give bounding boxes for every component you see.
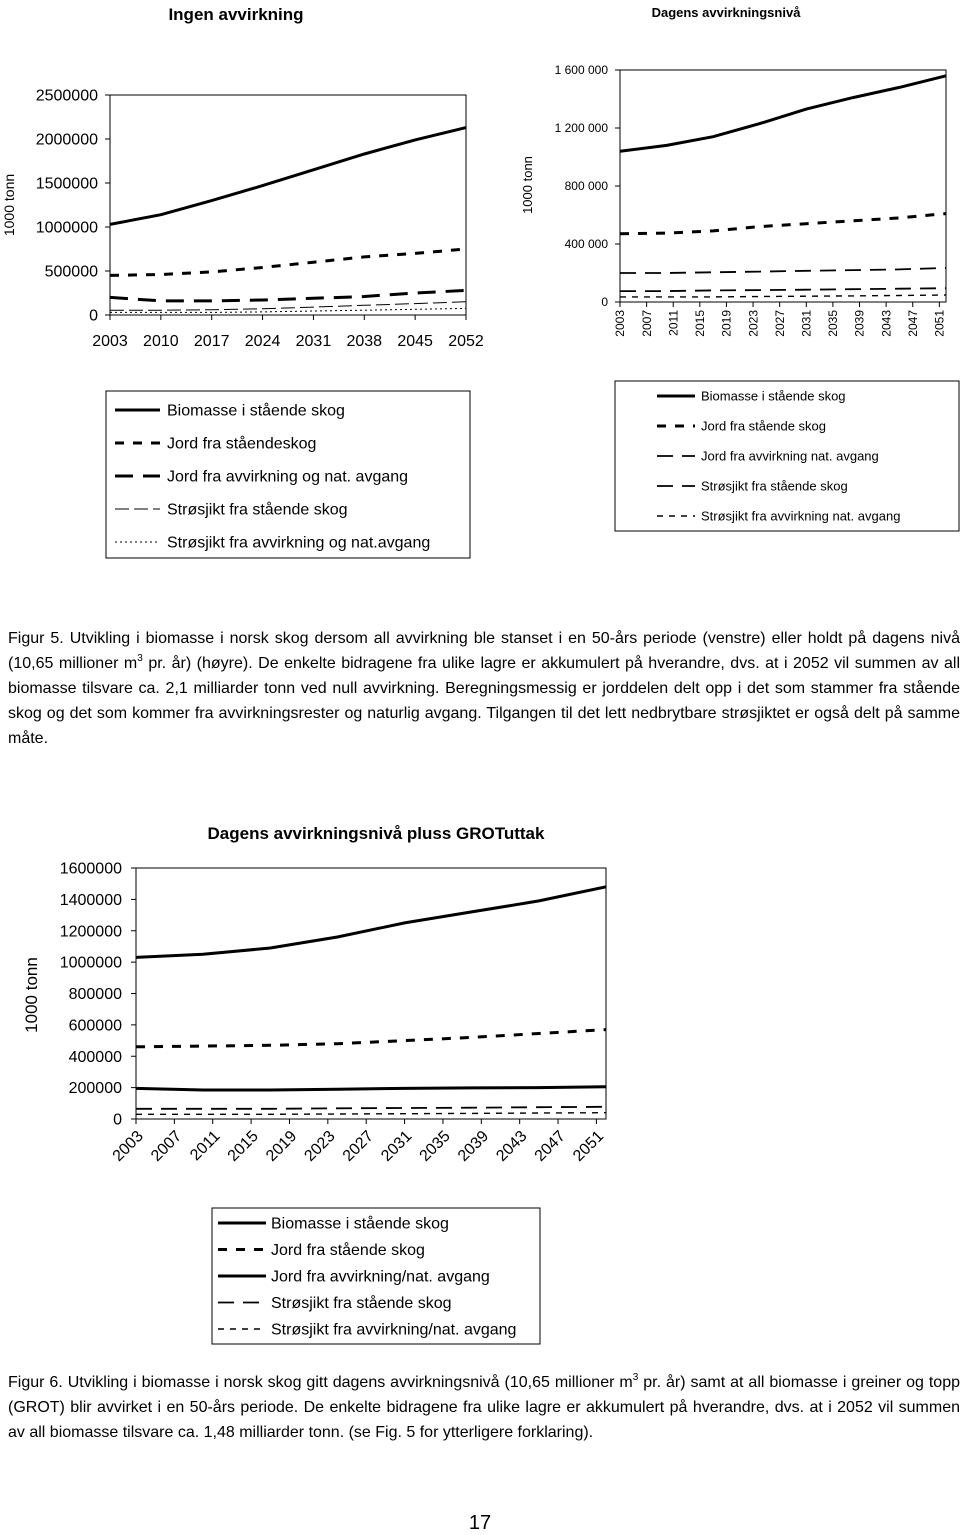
x-tick-label: 2045	[397, 333, 433, 350]
y-tick-label: 1400000	[59, 891, 122, 909]
y-axis-label: 1000 tonn	[22, 957, 41, 1033]
series-line-4	[110, 302, 466, 310]
y-tick-label: 1000000	[59, 954, 122, 972]
x-tick-label: 2043	[493, 1127, 531, 1165]
legend-entry: Jord fra ståendeskog	[167, 435, 317, 453]
caption-superscript: 3	[632, 1371, 639, 1383]
y-tick-label: 1600000	[59, 860, 122, 878]
legend-entry: Jord fra avvirkning nat. avgang	[701, 448, 879, 464]
y-tick-label: 1 600 000	[554, 63, 608, 78]
x-tick-label: 2047	[905, 310, 920, 337]
x-tick-label: 2003	[92, 333, 128, 350]
y-tick-label: 200000	[68, 1080, 122, 1098]
y-axis-label: 1000 tonn	[520, 156, 535, 214]
x-tick-label: 2023	[301, 1127, 339, 1165]
legend-entry: Biomasse i stående skog	[167, 402, 345, 420]
legend-entry: Jord fra stående skog	[701, 418, 827, 434]
y-tick-label: 600000	[68, 1017, 122, 1035]
x-tick-label: 2051	[570, 1127, 608, 1165]
x-tick-label: 2035	[826, 310, 841, 337]
series-line-5	[620, 295, 946, 297]
x-tick-label: 2019	[263, 1127, 301, 1165]
legend-bottom	[212, 1208, 540, 1344]
y-tick-label: 2500000	[35, 87, 98, 105]
series-line-5	[136, 1113, 606, 1115]
y-tick-label: 500000	[44, 263, 98, 281]
legend-entry: Jord fra stående skog	[271, 1242, 425, 1260]
series-line-1	[110, 128, 466, 225]
x-tick-label: 2007	[639, 310, 654, 337]
x-tick-label: 2052	[448, 333, 484, 350]
x-tick-label: 2015	[224, 1127, 262, 1165]
x-tick-label: 2003	[613, 310, 628, 337]
caption-text: Figur 6. Utvikling i biomasse i norsk skog gitt dagens avvirkningsnivå (10,65 millioner m	[8, 1374, 633, 1391]
series-line-4	[136, 1107, 606, 1109]
y-axis-label: 1000 tonn	[1, 173, 17, 237]
chart-title: Dagens avvirkningsnivå	[651, 5, 801, 20]
y-tick-label: 0	[89, 307, 98, 325]
chart-ingen-avvirkning	[1, 5, 484, 350]
series-line-4	[620, 288, 946, 291]
figure-6-caption	[8, 1370, 960, 1445]
legend-entry: Jord fra avvirkning og nat. avgang	[167, 468, 409, 486]
legend-entry: Strøsjikt fra avvirkning/nat. avgang	[271, 1321, 517, 1339]
chart-title: Ingen avvirkning	[168, 5, 304, 24]
figure-5-caption	[8, 626, 960, 751]
x-tick-label: 2035	[416, 1127, 454, 1165]
legend-entry: Biomasse i stående skog	[701, 388, 846, 404]
x-tick-label: 2043	[879, 310, 894, 337]
x-tick-label: 2031	[295, 333, 332, 350]
legend-entry: Strøsjikt fra stående skog	[271, 1295, 452, 1313]
legend-entry: Strøsjikt fra avvirkning og nat.avgang	[167, 534, 431, 552]
x-tick-label: 2003	[109, 1127, 147, 1165]
x-tick-label: 2027	[772, 310, 787, 337]
legend-entry: Jord fra avvirkning/nat. avgang	[271, 1268, 490, 1286]
x-tick-label: 2024	[244, 333, 281, 350]
legend-left	[106, 391, 470, 558]
y-tick-label: 0	[601, 295, 608, 310]
plot-area	[136, 868, 606, 1119]
x-tick-label: 2031	[799, 310, 814, 337]
chart-dagens-avvirkningsniva	[520, 5, 947, 337]
x-tick-label: 2010	[143, 333, 179, 350]
chart-grot-uttak	[22, 824, 607, 1165]
chart-title: Dagens avvirkningsnivå pluss GROTuttak	[207, 824, 545, 843]
y-tick-label: 1200000	[59, 923, 122, 941]
x-tick-label: 2007	[148, 1127, 186, 1165]
series-line-3	[136, 1087, 606, 1090]
y-tick-label: 800 000	[564, 179, 608, 194]
x-tick-label: 2017	[193, 333, 230, 350]
y-tick-label: 1000000	[35, 219, 98, 237]
plot-area	[110, 95, 466, 315]
x-tick-label: 2011	[666, 310, 681, 336]
legend-entry: Strøsjikt fra stående skog	[167, 501, 348, 519]
y-tick-label: 1500000	[35, 175, 98, 193]
x-tick-label: 2051	[932, 310, 947, 337]
x-tick-label: 2047	[531, 1127, 569, 1165]
series-line-2	[136, 1030, 606, 1047]
caption-superscript: 3	[137, 652, 143, 664]
series-line-3	[620, 268, 946, 273]
series-line-5	[110, 308, 466, 312]
x-tick-label: 2011	[187, 1127, 224, 1165]
x-tick-label: 2023	[746, 310, 761, 337]
legend-entry: Biomasse i stående skog	[271, 1215, 449, 1233]
plot-area	[620, 70, 946, 302]
x-tick-label: 2019	[719, 310, 734, 337]
legend-entry: Strøsjikt fra stående skog	[701, 478, 848, 494]
x-tick-label: 2038	[346, 333, 383, 350]
x-tick-label: 2039	[852, 310, 867, 337]
y-tick-label: 2000000	[35, 131, 98, 149]
legend-entry: Strøsjikt fra avvirkning nat. avgang	[701, 508, 901, 524]
y-tick-label: 400 000	[564, 237, 608, 252]
y-tick-label: 400000	[68, 1048, 122, 1066]
caption-text: pr. år) samt at all biomasse i greiner og topp (GROT) blir avvirket i en 50-års periode. De enkelte bidragene fra ulike lagre er akkumulert på hverandre, dvs. at i 2052 vil summen av all biomasse tilsvare ca. 1,48 milliarder tonn. (se Fig. 5 for ytterligere forklaring).	[8, 1374, 960, 1441]
series-line-3	[110, 290, 466, 301]
page-number: 17	[468, 1512, 492, 1534]
caption-text: pr. år) (høyre). De enkelte bidragene fra ulike lagre er akkumulert på hverandre, dvs. at i 2052 vil summen av all biomasse tilsvare ca. 2,1 milliarder tonn ved null avvirkning. Beregningsmessig er jorddelen delt opp i det som stammer fra stående skog og det som kommer fra avvirkningsrester og naturlig avgang. Tilgangen til det lett nedbrytbare strøsjiktet er også delt på samme måte.	[8, 655, 960, 747]
x-tick-label: 2039	[454, 1127, 493, 1165]
series-line-2	[110, 249, 466, 275]
y-tick-label: 0	[113, 1111, 122, 1129]
series-line-1	[136, 887, 606, 958]
series-line-2	[620, 214, 946, 234]
legend-right	[615, 381, 959, 531]
series-line-1	[620, 76, 946, 151]
x-tick-label: 2015	[693, 310, 708, 337]
caption-text: Figur 5. Utvikling i biomasse i norsk skog dersom all avvirkning ble stanset i en 50-års periode (venstre) eller holdt på dagens nivå (10,65 millioner m	[8, 630, 960, 672]
x-tick-label: 2027	[339, 1127, 378, 1165]
y-tick-label: 1 200 000	[554, 121, 608, 136]
x-tick-label: 2031	[378, 1127, 416, 1165]
y-tick-label: 800000	[68, 986, 122, 1004]
